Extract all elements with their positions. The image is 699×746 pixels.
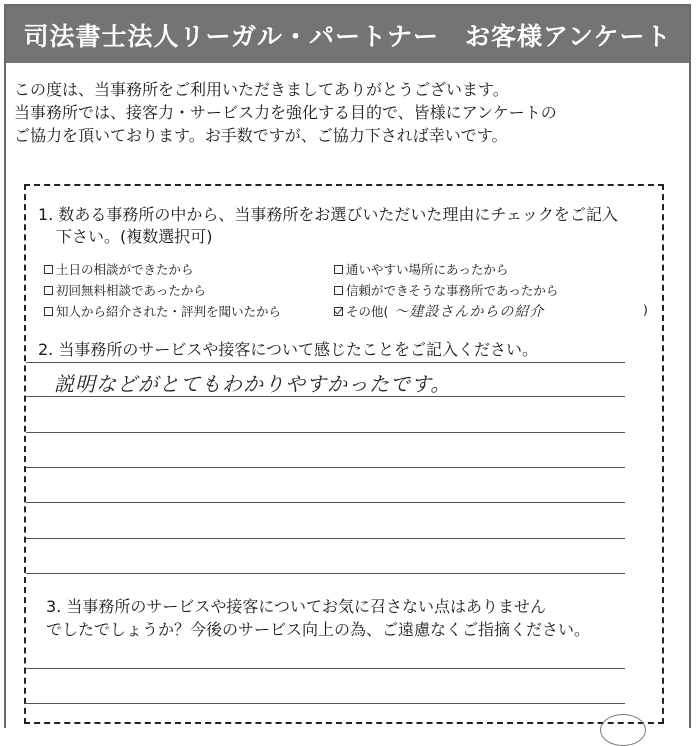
intro-line: ご協力を頂いております。お手数ですが、ご協力下されば幸いです。 <box>14 126 508 145</box>
option-label: 土日の相談ができたから <box>56 262 194 277</box>
answer-line[interactable] <box>26 538 625 539</box>
answer-line[interactable] <box>26 502 625 503</box>
q2-handwritten-answer: 説明などがとてもわかりやすかったです。 <box>54 372 452 396</box>
option-label: 信頼ができそうな事務所であったから <box>346 283 559 298</box>
option-label: その他( <box>346 304 389 319</box>
intro-line: 当事務所では、接客力・サービス力を強化する目的で、皆様にアンケートの <box>14 103 557 122</box>
checkbox-checked[interactable] <box>334 307 343 316</box>
answer-line[interactable] <box>26 467 625 468</box>
question-3-title: 3. 当事務所のサービスや接客についてお気に召さない点はありません <box>46 597 547 616</box>
option-trust[interactable] <box>334 281 558 299</box>
other-paren-close: ) <box>643 302 648 317</box>
answer-line <box>26 362 625 363</box>
checkbox[interactable] <box>44 307 53 316</box>
other-handwritten-answer: 〜建設さんからの紹介 <box>394 304 545 320</box>
option-other[interactable] <box>334 301 544 321</box>
question-1-title: 1. 数ある事務所の中から、当事務所をお選びいただいた理由にチェックをご記入 <box>38 205 618 224</box>
checkbox[interactable] <box>334 265 343 274</box>
intro-line: この度は、当事務所をご利用いただきましてありがとうございます。 <box>14 80 509 99</box>
question-2-title: 2. 当事務所のサービスや接客について感じたことをご記入ください。 <box>38 340 539 359</box>
checkbox[interactable] <box>44 265 53 274</box>
option-label: 初回無料相談であったから <box>56 283 206 298</box>
intro-text <box>14 78 684 147</box>
answer-line[interactable] <box>26 396 625 397</box>
answer-line[interactable] <box>26 432 625 433</box>
question-1-subtitle: 下さい。(複数選択可) <box>56 227 213 246</box>
checkbox[interactable] <box>44 286 53 295</box>
option-location[interactable] <box>334 260 508 278</box>
question-3-subtitle: でしたでしょうか？今後のサービス向上の為、ご遠慮なくご指摘ください。 <box>46 620 591 639</box>
option-label: 知人から紹介された・評判を聞いたから <box>56 304 282 319</box>
option-label: 通いやすい場所にあったから <box>346 262 509 277</box>
answer-line[interactable] <box>26 703 625 704</box>
option-referral[interactable] <box>44 302 281 320</box>
option-weekend[interactable] <box>44 260 194 278</box>
answer-line[interactable] <box>26 668 625 669</box>
title-bar <box>6 6 689 63</box>
option-free-consult[interactable] <box>44 281 206 299</box>
checkbox[interactable] <box>334 286 343 295</box>
page-title: 司法書士法人リーガル・パートナー お客様アンケート <box>23 21 672 51</box>
answer-line[interactable] <box>26 573 625 574</box>
stamp-circle <box>600 714 646 746</box>
